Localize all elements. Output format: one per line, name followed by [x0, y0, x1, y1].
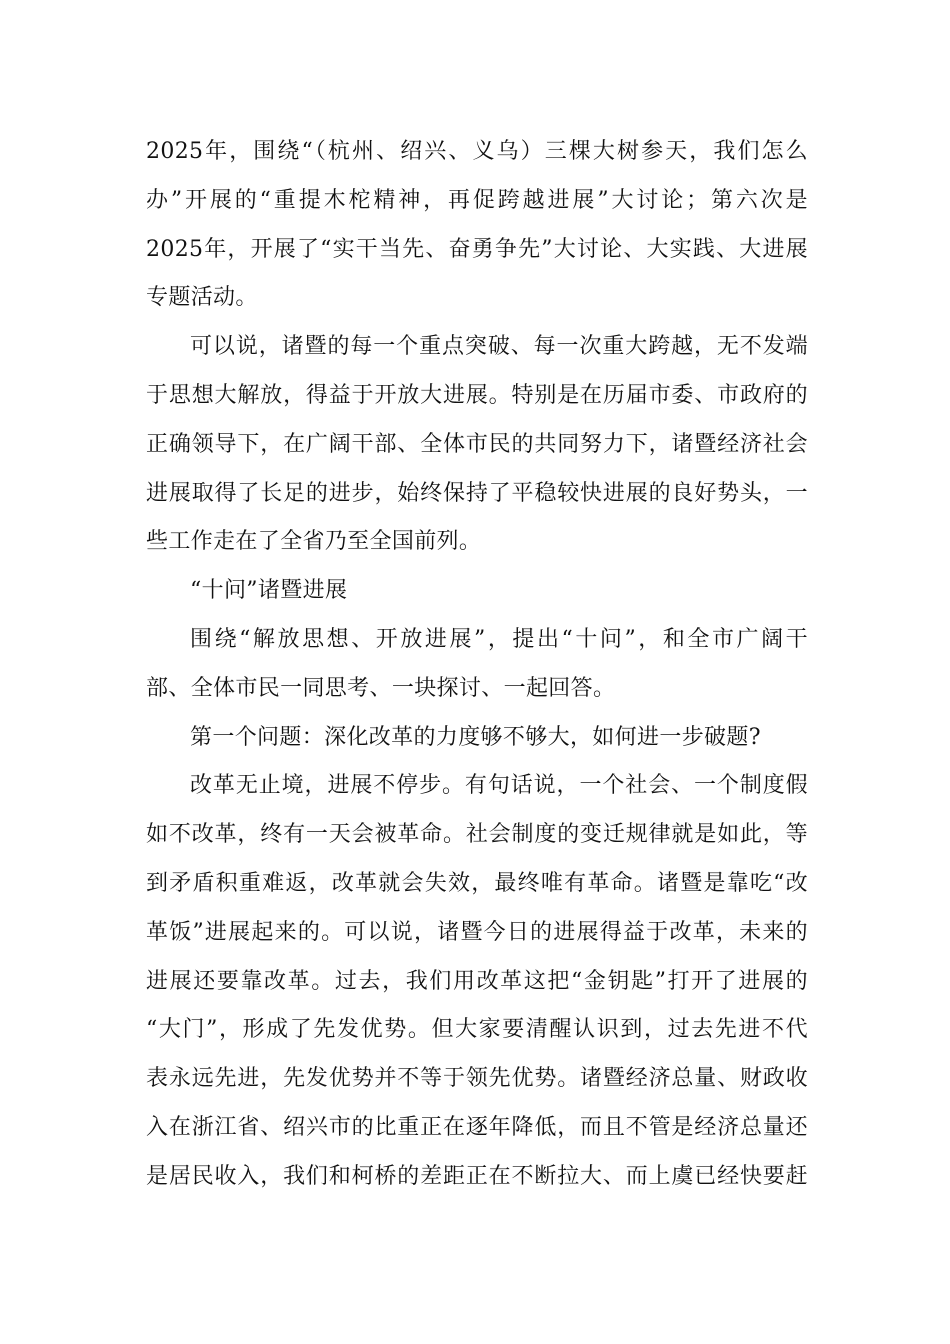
- text-line: 专题活动。: [146, 285, 258, 311]
- text-line: 是居民收入，我们和柯桥的差距正在不断拉大、而上虞已经快要赶: [146, 1163, 808, 1189]
- text-line: 2025年，围绕“（杭州、绍兴、义乌）三棵大树参天，我们怎么: [146, 139, 808, 164]
- text-line: 进展取得了长足的进步，始终保持了平稳较快进展的良好势头，一: [146, 480, 808, 506]
- text-line: 入在浙江省、绍兴市的比重正在逐年降低，而且不管是经济总量还: [146, 1114, 808, 1140]
- text-line: 正确领导下，在广阔干部、全体市民的共同努力下，诸暨经济社会: [146, 431, 808, 457]
- text-line: 办”开展的“重提木柁精神，再促跨越进展”大讨论；第六次是: [146, 187, 808, 213]
- text-line: 部、全体市民一同思考、一块探讨、一起回答。: [146, 675, 616, 701]
- text-line: 些工作走在了全省乃至全国前列。: [146, 529, 482, 555]
- paragraph-start-line: 可以说，诸暨的每一个重点突破、每一次重大跨越，无不发端: [190, 334, 808, 360]
- text-line: “大门”，形成了先发优势。但大家要清醒认识到，过去先进不代: [146, 1017, 808, 1043]
- text-line: 进展还要靠改革。过去，我们用改革这把“金钥匙”打开了进展的: [146, 968, 808, 994]
- paragraph-start-line: 围绕“解放思想、开放进展”，提出“十问”，和全市广阔干: [190, 626, 808, 652]
- text-line: 表永远先进，先发优势并不等于领先优势。诸暨经济总量、财政收: [146, 1066, 808, 1092]
- paragraph-start-line: 改革无止境，进展不停步。有句话说，一个社会、一个制度假: [190, 773, 808, 799]
- text-line: 如不改革，终有一天会被革命。社会制度的变迁规律就是如此，等: [146, 822, 808, 848]
- section-heading: “十问”诸暨进展: [190, 578, 348, 604]
- question-heading: 第一个问题：深化改革的力度够不够大，如何进一步破题?: [190, 724, 761, 750]
- text-line: 革饭”进展起来的。可以说，诸暨今日的进展得益于改革，未来的: [146, 919, 808, 945]
- text-line: 2025年，开展了“实干当先、奋勇争先”大讨论、大实践、大进展: [146, 236, 808, 262]
- text-line: 于思想大解放，得益于开放大进展。特别是在历届市委、市政府的: [146, 382, 808, 408]
- text-line: 到矛盾积重难返，改革就会失效，最终唯有革命。诸暨是靠吃“改: [146, 870, 808, 896]
- body-text: [146, 128, 808, 1202]
